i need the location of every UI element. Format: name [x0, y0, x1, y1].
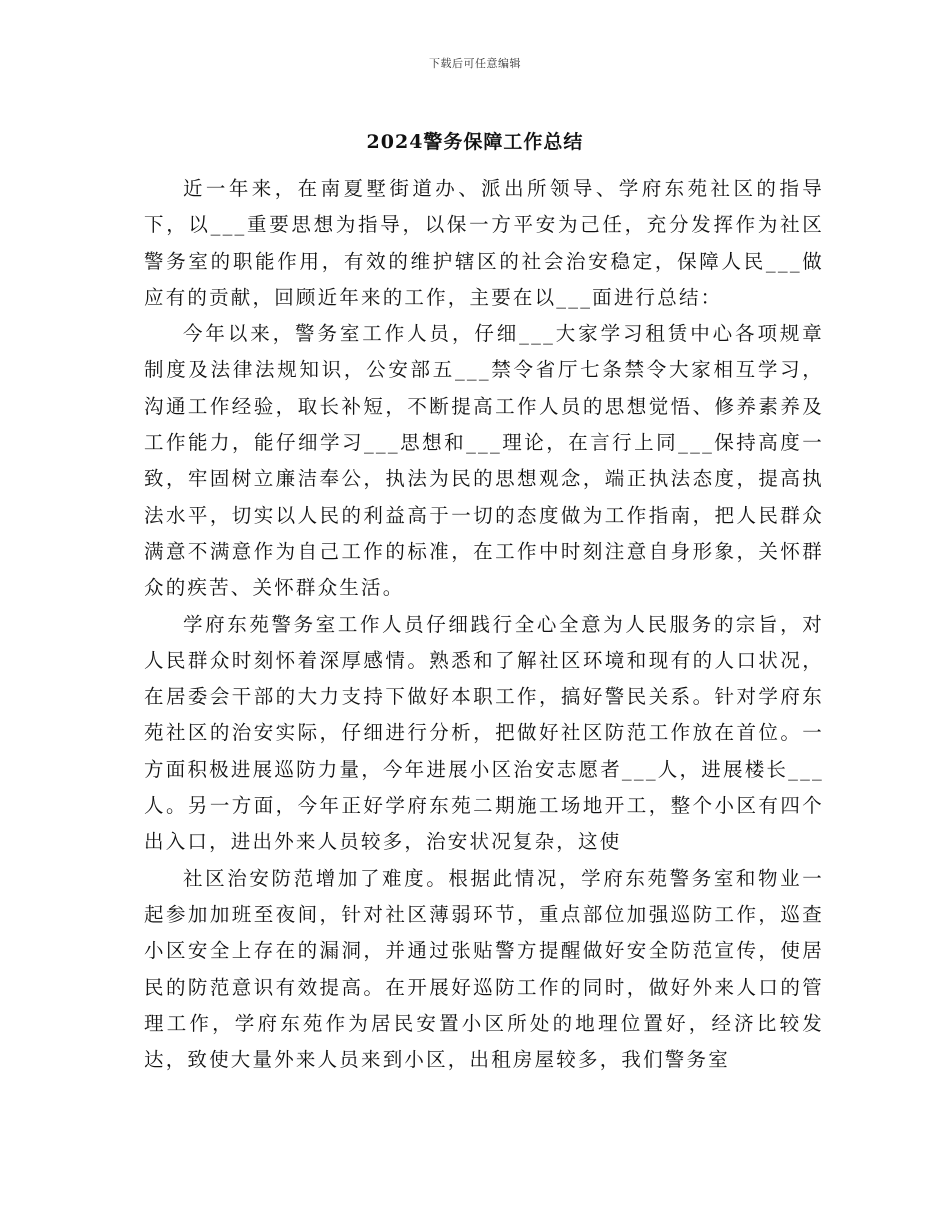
paragraph: 近一年来，在南夏墅街道办、派出所领导、学府东苑社区的指导下，以___重要思想为指导，以保一方平安为己任，充分发挥作为社区警务室的职能作用，有效的维护辖区的社会治安稳定，保障人民___做应有的贡献，回顾近年来的工作，主要在以___面进行总结： — [144, 177, 824, 309]
paragraph: 今年以来，警务室工作人员，仔细___大家学习租赁中心各项规章制度及法律法规知识，公安部五___禁令省厅七条禁令大家相互学习，沟通工作经验，取长补短，不断提高工作人员的思想觉悟、修养素养及工作能力，能仔细学习___思想和___理论，在言行上同___保持高度一致，牢固树立廉洁奉公，执法为民的思想观念，端正执法态度，提高执法水平，切实以人民的利益高于一切的态度做为工作指南，把人民群众满意不满意作为自己工作的标准，在工作中时刻注意自身形象，关怀群众的疾苦、关怀群众生活。 — [144, 322, 824, 600]
document-body — [144, 171, 824, 1078]
paragraph: 学府东苑警务室工作人员仔细践行全心全意为人民服务的宗旨，对人民群众时刻怀着深厚感情。熟悉和了解社区环境和现有的人口状况，在居委会干部的大力支持下做好本职工作，搞好警民关系。针对学府东苑社区的治安实际，仔细进行分析，把做好社区防范工作放在首位。一方面积极进展巡防力量，今年进展小区治安志愿者___人，进展楼长___人。另一方面，今年正好学府东苑二期施工场地开工，整个小区有四个出入口，进出外来人员较多，治安状况复杂，这使 — [144, 612, 824, 854]
download-note: 下载后可任意编辑 — [429, 57, 521, 70]
document-title: 2024警务保障工作总结 — [366, 131, 584, 153]
paragraph: 社区治安防范增加了难度。根据此情况，学府东苑警务室和物业一起参加加班至夜间，针对社区薄弱环节，重点部位加强巡防工作，巡查小区安全上存在的漏洞，并通过张贴警方提醒做好安全防范宣传，使居民的防范意识有效提高。在开展好巡防工作的同时，做好外来人口的管理工作，学府东苑作为居民安置小区所处的地理位置好，经济比较发达，致使大量外来人员来到小区，出租房屋较多，我们警务室 — [144, 866, 824, 1072]
